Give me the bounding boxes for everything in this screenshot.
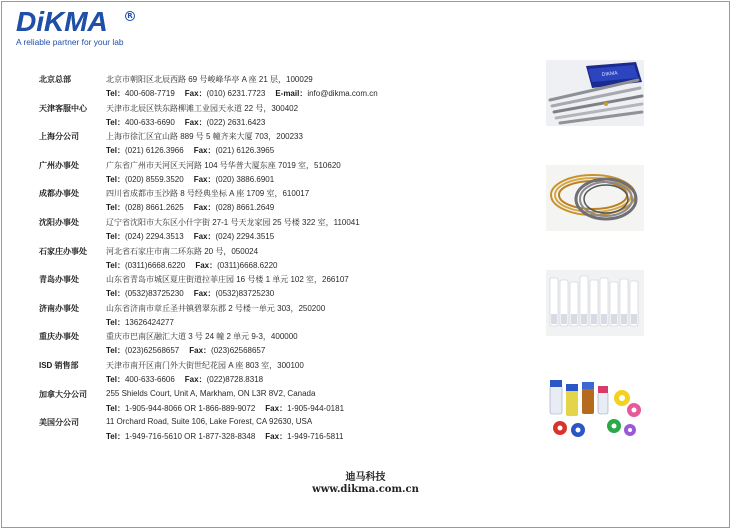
tel-value: (021) 6126.3966 xyxy=(124,146,184,156)
office-contact-line xyxy=(106,260,287,271)
office-address: 北京市朝阳区北辰西路 69 号峻峰华亭 A 座 21 层，100029 xyxy=(106,75,313,84)
logo-tagline: A reliable partner for your lab xyxy=(16,37,124,47)
fax-label: Fax： xyxy=(265,403,288,413)
tel-value: (0532)83725230 xyxy=(124,289,184,299)
tel-value: (0311)6668.6220 xyxy=(124,260,186,270)
fax-value: (0532)83725230 xyxy=(215,289,275,299)
tel-value: (023)62568657 xyxy=(124,346,180,356)
email-label: E-mail： xyxy=(275,89,308,98)
office-name: 美国分公司 xyxy=(39,418,79,428)
logo-wordmark: DiKMA xyxy=(16,6,108,37)
tel-value: (028) 8661.2625 xyxy=(124,203,184,213)
office-name: 沈阳办事处 xyxy=(39,217,79,227)
office-name: 济南办事处 xyxy=(39,303,79,313)
office-contact-line xyxy=(106,317,184,328)
office-address: 四川省成都市玉沙路 8 号经典坐标 A 座 1709 室，610017 xyxy=(106,189,310,199)
fax-label: Fax： xyxy=(193,174,216,184)
tel-value: 400-633-6690 xyxy=(124,117,175,127)
office-address: 广东省广州市天河区天河路 104 号华普大厦东座 7019 室，510620 xyxy=(106,160,341,170)
fax-label: Fax： xyxy=(195,260,218,270)
office-name: 上海分公司 xyxy=(39,132,79,142)
office-contact-line xyxy=(106,145,284,156)
office-name: 天津客服中心 xyxy=(39,103,87,113)
office-name: 重庆办事处 xyxy=(39,332,79,342)
fax-value: 1-905-944-0181 xyxy=(287,403,345,413)
fax-label: Fax： xyxy=(265,432,288,442)
office-contact-line xyxy=(106,231,284,242)
office-name: 加拿大分公司 xyxy=(39,389,87,399)
office-contact-line xyxy=(106,88,388,99)
tel-value: 1-949-716-5610 OR 1-877-328-8348 xyxy=(124,432,256,442)
tel-label: Tel： xyxy=(106,260,125,270)
fax-value: (021) 6126.3965 xyxy=(215,146,275,156)
spe-cartridges-photo xyxy=(546,270,644,336)
tel-label: Tel： xyxy=(106,346,125,356)
tel-value: 13626424277 xyxy=(124,317,174,327)
fax-value: (0311)6668.6220 xyxy=(217,260,278,270)
office-name: 青岛办事处 xyxy=(39,275,79,285)
office-address: 11 Orchard Road, Suite 106, Lake Forest, CA 92630, USA xyxy=(106,417,313,427)
office-name: 北京总部 xyxy=(39,75,71,84)
tel-label: Tel： xyxy=(106,403,125,413)
tel-value: (024) 2294.3513 xyxy=(124,231,184,241)
tel-value: 400-633-6606 xyxy=(124,374,175,384)
office-address: 河北省石家庄市南二环东路 20 号，050024 xyxy=(106,246,259,256)
fax-label: Fax： xyxy=(189,346,212,356)
gc-capillary-column-photo xyxy=(546,165,644,231)
fax-label: Fax： xyxy=(184,117,207,127)
fax-label: Fax： xyxy=(193,231,216,241)
tel-label: Tel： xyxy=(106,146,125,156)
footer-company-name: 迪马科技 xyxy=(345,472,386,483)
office-contact-line xyxy=(106,288,284,299)
fax-label: Fax： xyxy=(193,146,216,156)
tel-label: Tel： xyxy=(106,289,125,299)
office-address: 山东省青岛市城区夏庄街道拉菲庄园 16 号楼 1 单元 102 室，266107 xyxy=(106,275,349,285)
office-contact-line xyxy=(106,403,354,414)
office-contact-line xyxy=(106,431,353,442)
office-address: 天津市南开区南门外大街世纪花园 A 座 803 室，300100 xyxy=(106,360,304,370)
office-contact-line xyxy=(106,117,275,128)
svg-text:DIKMA: DIKMA xyxy=(601,70,618,78)
tel-label: Tel： xyxy=(106,317,125,327)
office-address: 天津市北辰区铁东路柳滩工业园天永道 22 号，300402 xyxy=(106,103,299,113)
tel-label: Tel： xyxy=(106,231,125,241)
office-contact-line xyxy=(106,374,273,385)
registered-mark-icon: R xyxy=(125,11,135,21)
fax-value: (020) 3886.6901 xyxy=(215,174,275,184)
email-value[interactable]: info@dikma.com.cn xyxy=(307,89,378,98)
brochure-page xyxy=(1,1,730,528)
fax-value: (010) 6231.7723 xyxy=(206,89,266,98)
tel-label: Tel： xyxy=(106,174,125,184)
fax-value: (024) 2294.3515 xyxy=(215,231,275,241)
tel-label: Tel： xyxy=(106,203,125,213)
hplc-columns-photo xyxy=(546,60,644,126)
tel-label: Tel： xyxy=(106,117,125,127)
office-address: 山东省济南市章丘圣井镇碧翠东郡 2 号楼一单元 303，250200 xyxy=(106,303,326,313)
office-name: 成都办事处 xyxy=(39,189,79,199)
tel-value: (020) 8559.3520 xyxy=(124,174,184,184)
fax-value: (022)8728.8318 xyxy=(206,374,264,384)
fax-label: Fax： xyxy=(193,203,216,213)
office-address: 255 Shields Court, Unit A, Markham, ON L3R 8V2, Canada xyxy=(106,388,316,398)
office-address: 辽宁省沈阳市大东区小什字街 27-1 号天龙家园 25 号楼 322 室，110041 xyxy=(106,217,360,227)
fax-value: 1-949-716-5811 xyxy=(287,432,344,442)
footer-website-link[interactable]: www.dikma.com.cn xyxy=(312,484,419,495)
office-contact-line xyxy=(106,345,275,356)
office-address: 上海市徐汇区宜山路 889 号 5 幢齐来大厦 703，200233 xyxy=(106,132,303,142)
fax-value: (022) 2631.6423 xyxy=(206,117,266,127)
office-contact-line xyxy=(106,202,284,213)
fax-label: Fax： xyxy=(193,289,216,299)
tel-label: Tel： xyxy=(106,432,125,442)
fax-value: (023)62568657 xyxy=(211,346,266,356)
office-name: 广州办事处 xyxy=(39,160,79,170)
tel-value: 400-608-7719 xyxy=(124,89,175,98)
tel-label: Tel： xyxy=(106,374,125,384)
fax-label: Fax： xyxy=(184,89,207,98)
fax-value: (028) 8661.2649 xyxy=(215,203,275,213)
dikma-logo xyxy=(16,6,133,47)
office-name: 石家庄办事处 xyxy=(39,246,87,256)
office-address: 重庆市巴南区融汇大道 3 号 24 幢 2 单元 9-3，400000 xyxy=(106,332,298,342)
office-contact-line xyxy=(106,174,284,185)
fax-label: Fax： xyxy=(184,374,207,384)
vials-and-caps-photo xyxy=(546,374,644,442)
tel-value: 1-905-944-8066 OR 1-866-889-9072 xyxy=(124,403,256,413)
tel-label: Tel： xyxy=(106,89,125,98)
office-name: ISD 销售部 xyxy=(39,360,79,370)
